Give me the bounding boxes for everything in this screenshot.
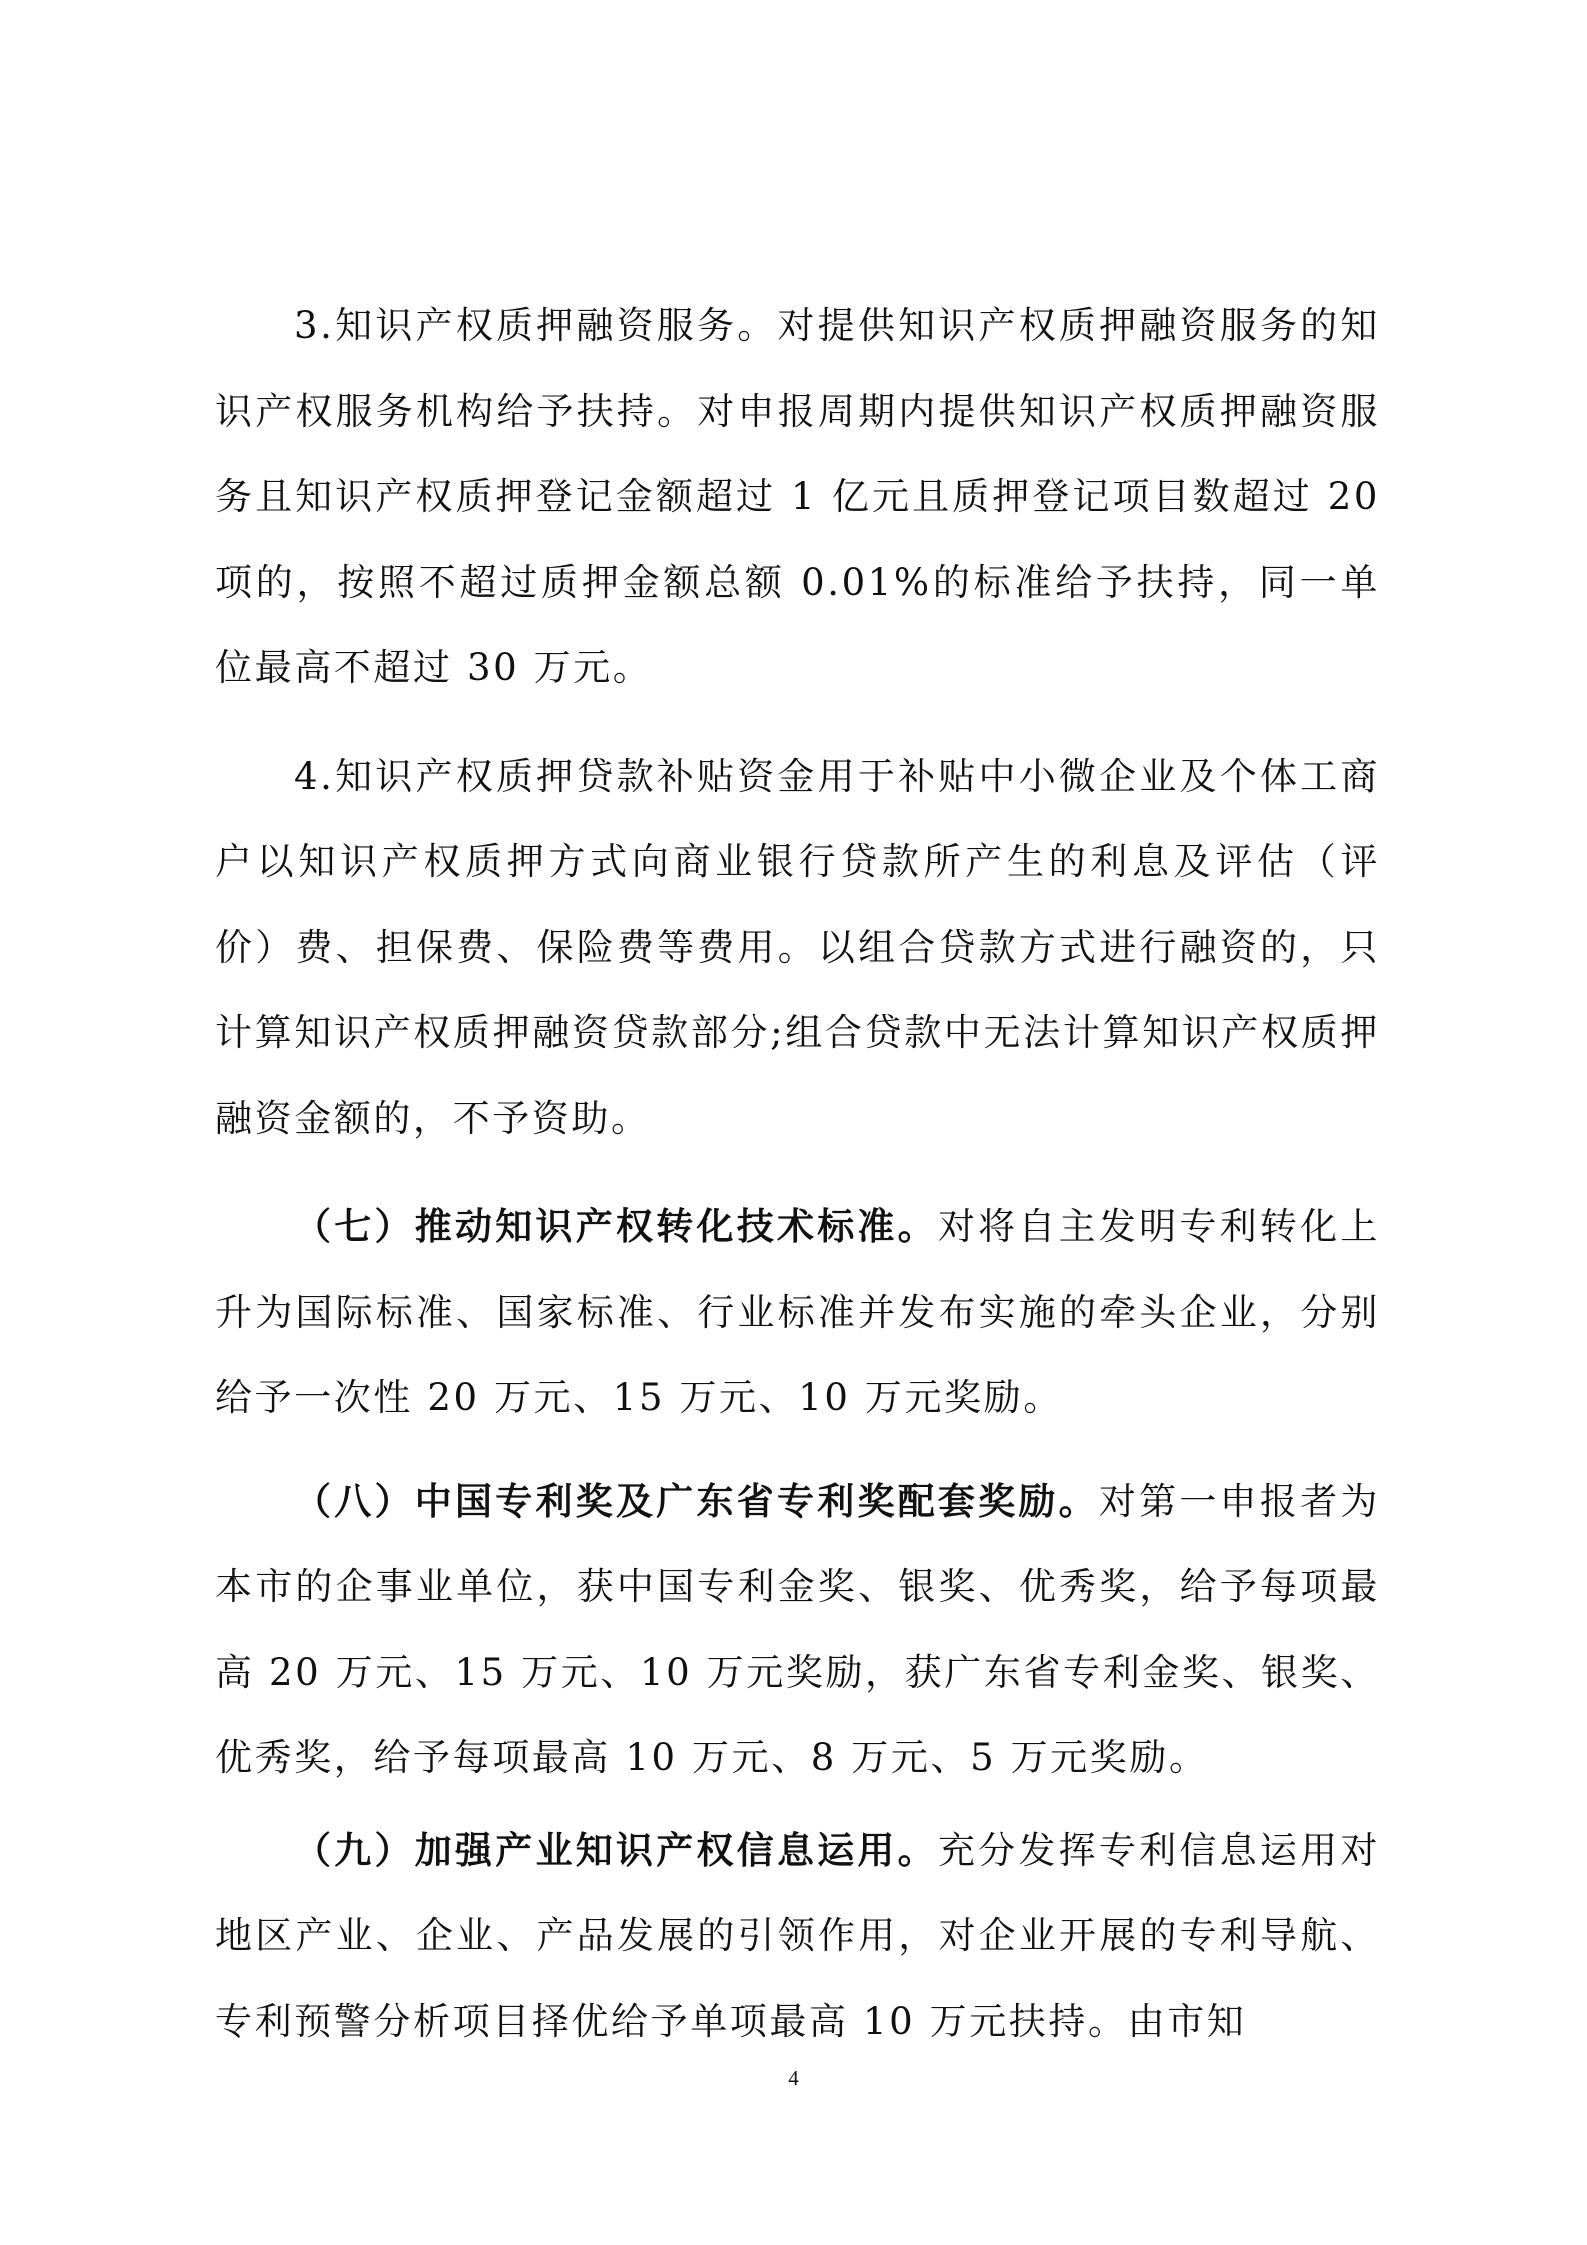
- paragraph-text: 3.知识产权质押融资服务。对提供知识产权质押融资服务的知识产权服务机构给予扶持。对申报周期内提供知识产权质押融资服务且知识产权质押登记金额超过 1 亿元且质押登记项目数超过 20 项的，按照不超过质押金额总额 0.01%的标准给予扶持，同一单位最高不超过 30 万元。: [215, 304, 1380, 689]
- paragraph-heading: （八）中国专利奖及广东省专利奖配套奖励。: [294, 1478, 1099, 1523]
- document-body: [215, 283, 1380, 2064]
- paragraph-heading: （九）加强产业知识产权信息运用。: [294, 1827, 938, 1872]
- paragraph-ip-pledge-loan-subsidy: [215, 734, 1380, 1162]
- paragraph-text: 4.知识产权质押贷款补贴资金用于补贴中小微企业及个体工商户以知识产权质押方式向商业银行贷款所产生的利息及评估（评价）费、担保费、保险费等费用。以组合贷款方式进行融资的，只计算知识产权质押融资贷款部分;组合贷款中无法计算知识产权质押融资金额的，不予资助。: [215, 754, 1380, 1140]
- paragraph-patent-award-matching: [215, 1459, 1380, 1801]
- paragraph-text: 对第一申报者为本市的企事业单位，获中国专利金奖、银奖、优秀奖，给予每项最高 20 万元、15 万元、10 万元奖励，获广东省专利金奖、银奖、优秀奖，给予每项最高 10 万元、8 万元、5 万元奖励。: [215, 1479, 1380, 1779]
- paragraph-ip-pledge-financing-service: [215, 283, 1380, 711]
- paragraph-text: 对将自主发明专利转化上升为国际标准、国家标准、行业标准并发布实施的牵头企业，分别给予一次性 20 万元、15 万元、10 万元奖励。: [215, 1205, 1380, 1419]
- paragraph-text: 充分发挥专利信息运用对地区产业、企业、产品发展的引领作用，对企业开展的专利导航、专利预警分析项目择优给予单项最高 10 万元扶持。由市知: [215, 1828, 1380, 2043]
- page-number: 4: [788, 2066, 799, 2090]
- paragraph-ip-to-standards: [215, 1184, 1380, 1441]
- paragraph-ip-information-use: [215, 1808, 1380, 2065]
- paragraph-heading: （七）推动知识产权转化技术标准。: [294, 1204, 938, 1248]
